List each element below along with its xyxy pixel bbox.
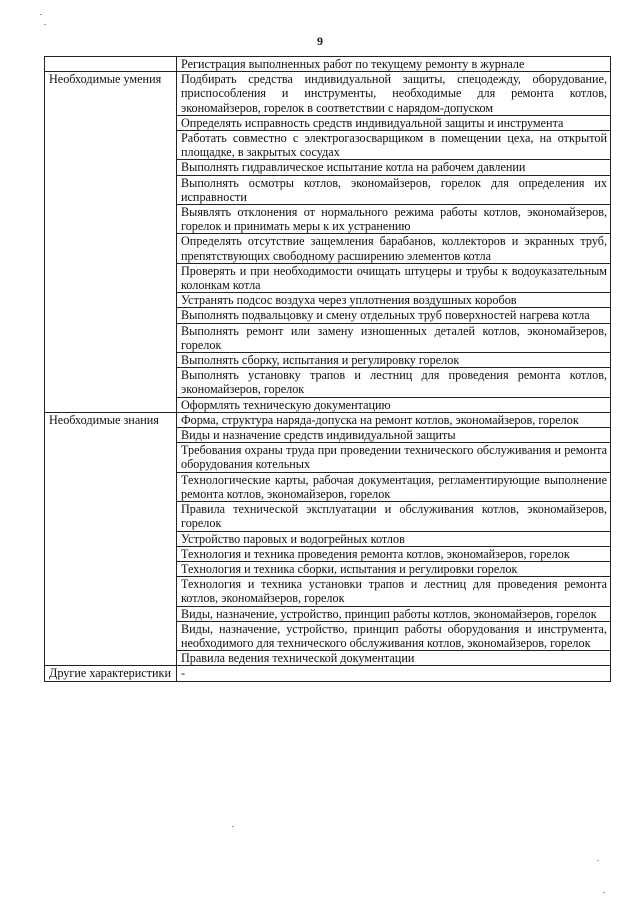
item-cell: Определять исправность средств индивидуальной защиты и инструмента bbox=[177, 115, 611, 130]
scan-speck bbox=[40, 14, 42, 15]
item-cell: Регистрация выполненных работ по текущему ремонту в журнале bbox=[177, 57, 611, 72]
item-cell: Выполнять гидравлическое испытание котла на рабочем давлении bbox=[177, 160, 611, 175]
item-cell: Технология и техника установки трапов и лестниц для проведения ремонта котлов, экономайзеров, горелок bbox=[177, 577, 611, 606]
item-cell: Определять отсутствие защемления барабанов, коллекторов и экранных труб, препятствующих свободному расширению элементов котла bbox=[177, 234, 611, 263]
scan-speck bbox=[232, 826, 234, 827]
item-cell: Проверять и при необходимости очищать штуцеры и трубы к водоуказательным колонкам котла bbox=[177, 263, 611, 292]
table-row bbox=[45, 72, 611, 116]
item-cell: Форма, структура наряда-допуска на ремонт котлов, экономайзеров, горелок bbox=[177, 412, 611, 427]
item-cell: Выполнять ремонт или замену изношенных деталей котлов, экономайзеров, горелок bbox=[177, 323, 611, 352]
item-cell: Выявлять отклонения от нормального режима работы котлов, экономайзеров, горелок и принимать меры к их устранению bbox=[177, 205, 611, 234]
item-cell: Выполнять сборку, испытания и регулировку горелок bbox=[177, 353, 611, 368]
category-cell: Необходимые умения bbox=[45, 72, 177, 413]
table-row bbox=[45, 412, 611, 427]
item-cell: Работать совместно с электрогазосварщиком в помещении цеха, на открытой площадке, в закрытых сосудах bbox=[177, 131, 611, 160]
item-cell: Подбирать средства индивидуальной защиты, спецодежду, оборудование, приспособления и инструменты, необходимые для ремонта котлов, экономайзеров, горелок в соответствии с нарядом-допуском bbox=[177, 72, 611, 116]
item-cell: Виды, назначение, устройство, принцип работы оборудования и инструмента, необходимого для технического обслуживания котлов, экономайзеров, горелок bbox=[177, 621, 611, 650]
table-row bbox=[45, 666, 611, 681]
item-cell: Виды, назначение, устройство, принцип работы котлов, экономайзеров, горелок bbox=[177, 606, 611, 621]
requirements-table-body bbox=[45, 57, 611, 682]
item-cell: Технология и техника проведения ремонта котлов, экономайзеров, горелок bbox=[177, 546, 611, 561]
item-cell: Виды и назначение средств индивидуальной защиты bbox=[177, 428, 611, 443]
scan-speck bbox=[603, 892, 605, 893]
category-cell: Другие характеристики bbox=[45, 666, 177, 681]
item-cell: Требования охраны труда при проведении технического обслуживания и ремонта оборудования котельных bbox=[177, 443, 611, 472]
item-cell: Выполнять подвальцовку и смену отдельных труб поверхностей нагрева котла bbox=[177, 308, 611, 323]
table-row bbox=[45, 57, 611, 72]
item-cell: Устройство паровых и водогрейных котлов bbox=[177, 531, 611, 546]
item-cell: - bbox=[177, 666, 611, 681]
category-cell bbox=[45, 57, 177, 72]
item-cell: Устранять подсос воздуха через уплотнения воздушных коробов bbox=[177, 293, 611, 308]
category-cell: Необходимые знания bbox=[45, 412, 177, 665]
requirements-table bbox=[44, 56, 611, 682]
item-cell: Выполнять осмотры котлов, экономайзеров, горелок для определения их исправности bbox=[177, 175, 611, 204]
item-cell: Правила ведения технической документации bbox=[177, 651, 611, 666]
item-cell: Технология и техника сборки, испытания и регулировки горелок bbox=[177, 561, 611, 576]
scan-speck bbox=[597, 860, 599, 861]
item-cell: Правила технической эксплуатации и обслуживания котлов, экономайзеров, горелок bbox=[177, 502, 611, 531]
scan-speck bbox=[44, 24, 46, 25]
item-cell: Технологические карты, рабочая документация, регламентирующие выполнение ремонта котлов, экономайзеров, горелок bbox=[177, 472, 611, 501]
item-cell: Оформлять техническую документацию bbox=[177, 397, 611, 412]
item-cell: Выполнять установку трапов и лестниц для проведения ремонта котлов, экономайзеров, горелок bbox=[177, 368, 611, 397]
page-number: 9 bbox=[317, 34, 323, 48]
